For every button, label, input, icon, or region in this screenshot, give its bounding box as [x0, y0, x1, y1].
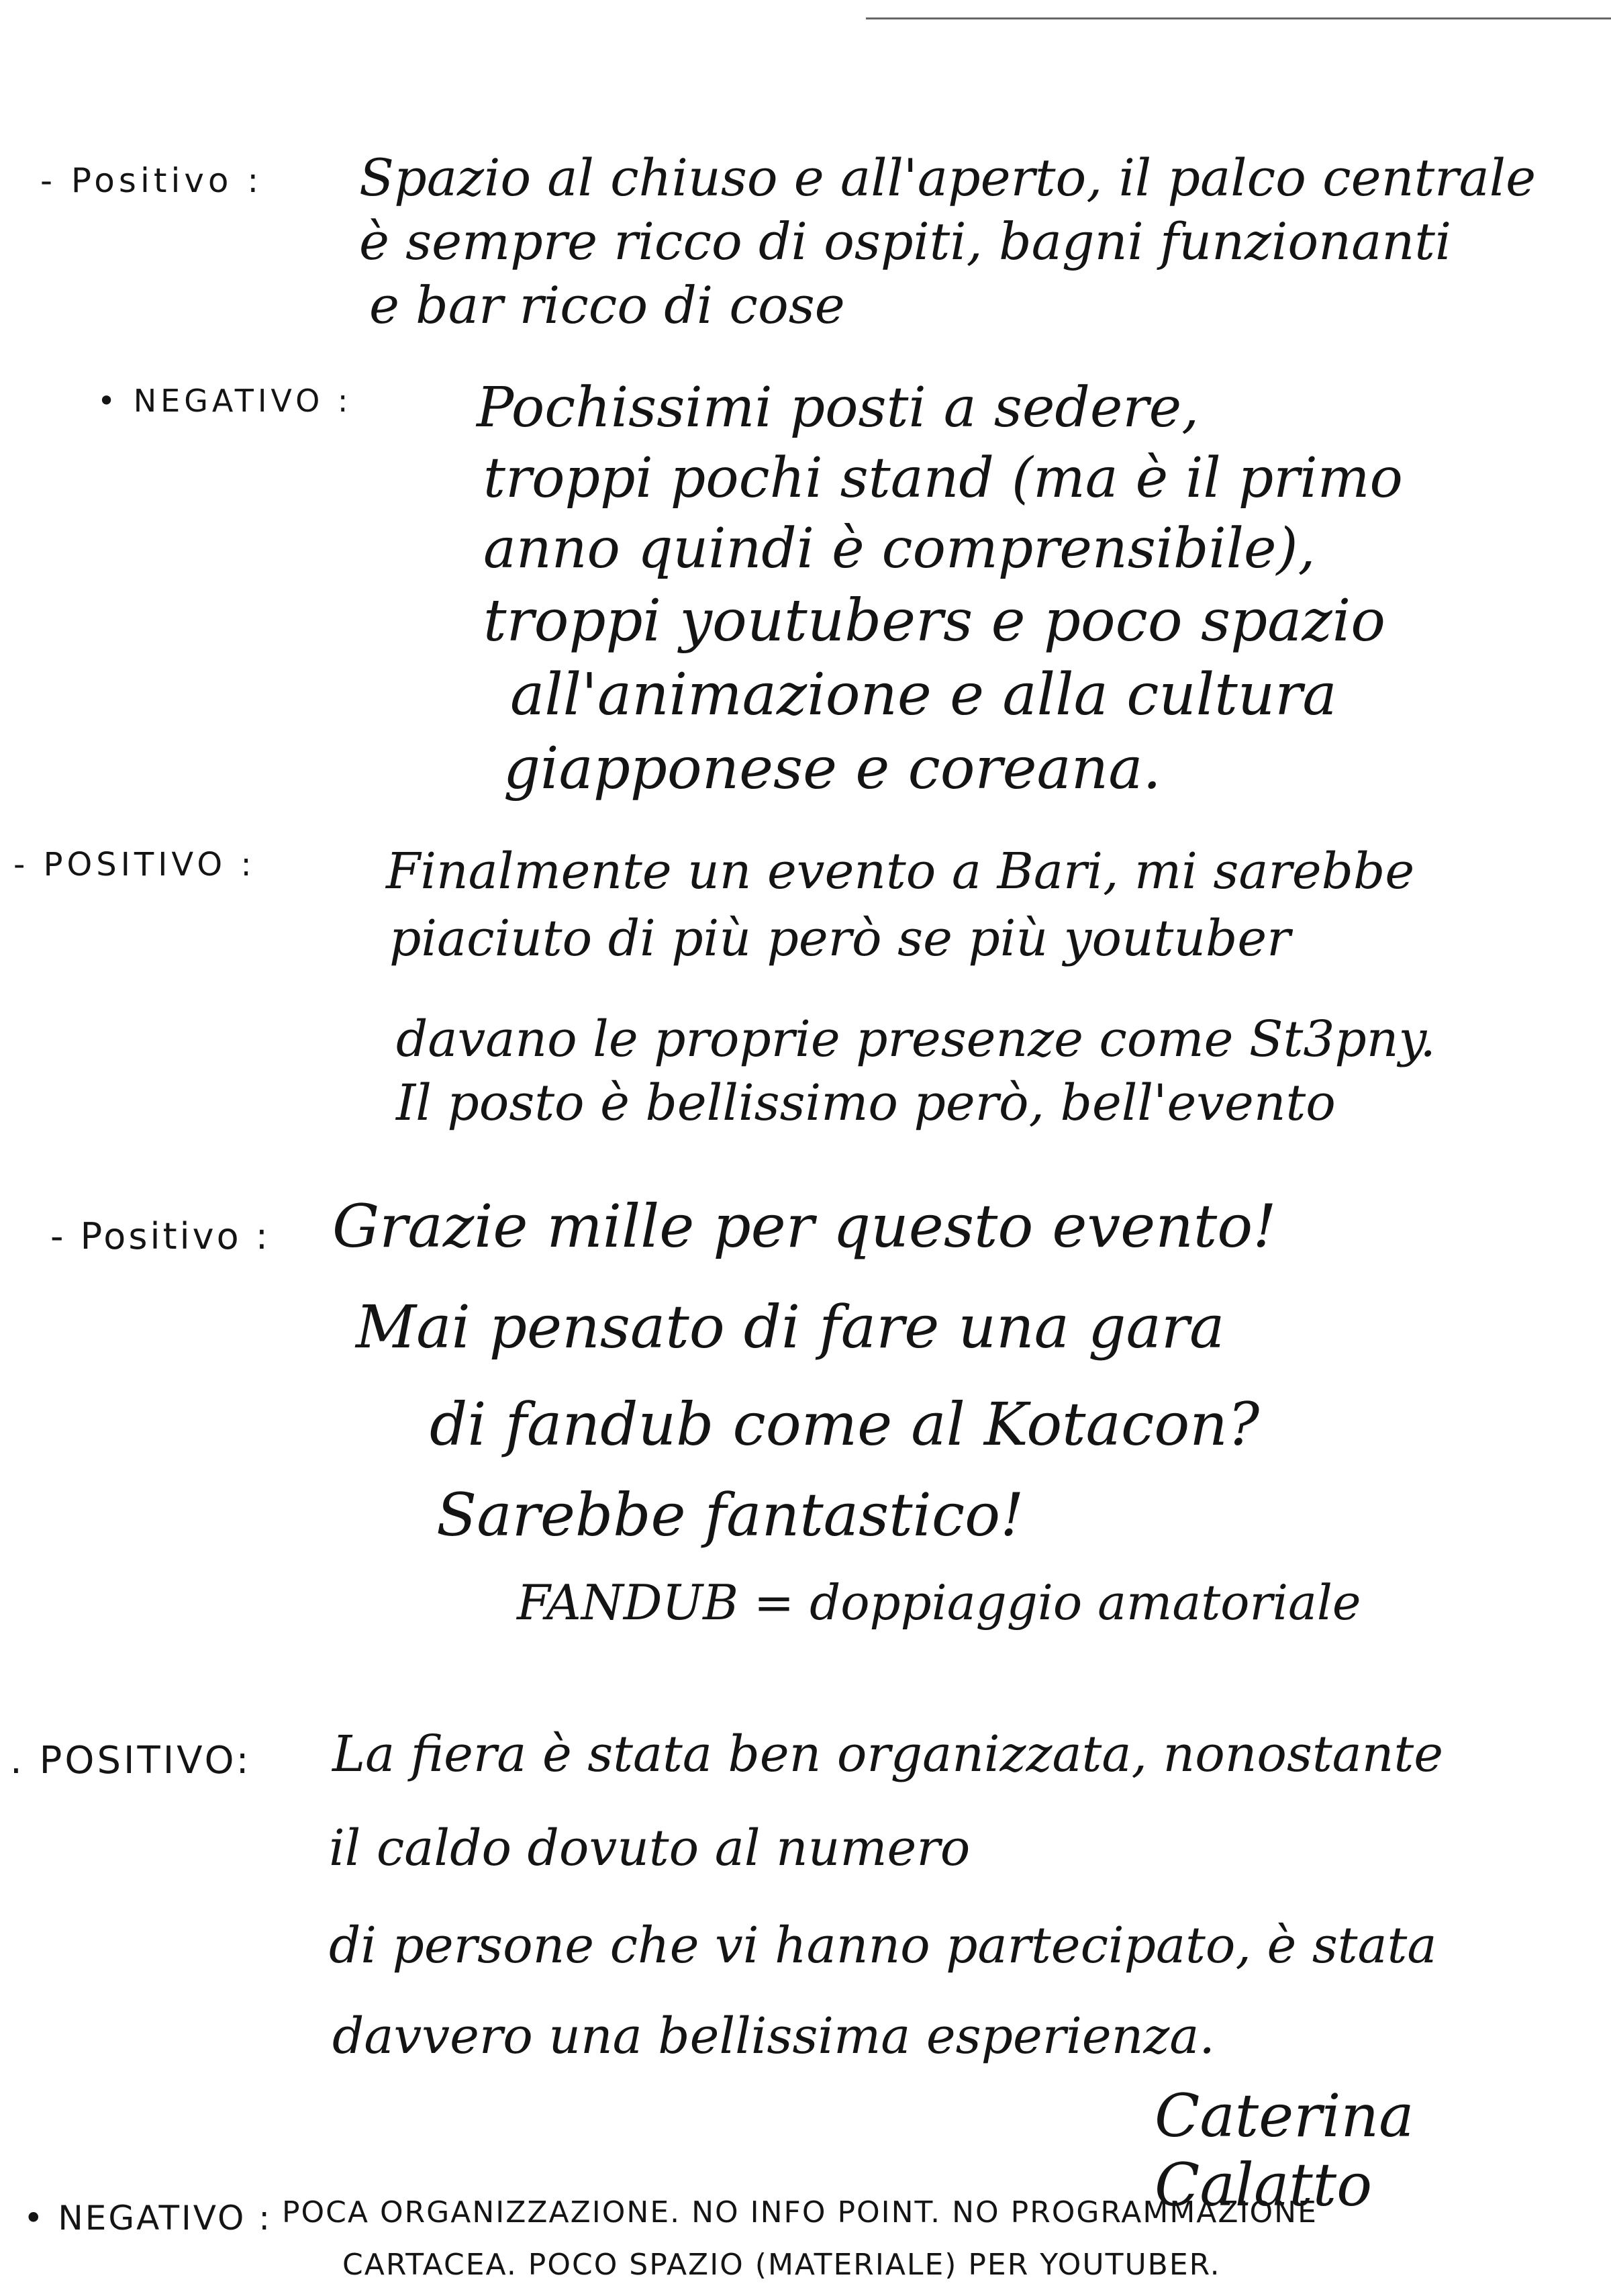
- entry-5-label: . POSITIVO:: [10, 1739, 252, 1782]
- entry-4-line-2: Mai pensato di fare una gara: [356, 1292, 1225, 1361]
- entry-5-line-3: di persone che vi hanno partecipato, è stata: [329, 1917, 1437, 1974]
- entry-3-label: - POSITIVO :: [13, 846, 256, 883]
- entry-5-line-4: davvero una bellissima esperienza.: [332, 2007, 1215, 2065]
- entry-2-label: • NEGATIVO :: [97, 383, 352, 419]
- entry-2-line-1: Pochissimi posti a sedere,: [477, 376, 1200, 440]
- entry-2-line-2: troppi pochi stand (ma è il primo: [483, 446, 1403, 510]
- entry-4-line-3: di fandub come al Kotacon?: [430, 1390, 1260, 1459]
- entry-3-line-4: Il posto è bellissimo però, bell'evento: [396, 1074, 1336, 1132]
- entry-1-line-3: e bar ricco di cose: [369, 275, 845, 335]
- top-rule-line: [866, 17, 1611, 19]
- entry-3-line-2: piaciuto di più però se più youtuber: [389, 910, 1291, 967]
- entry-3-line-3: davano le proprie presenze come St3pny.: [396, 1010, 1436, 1068]
- entry-1-label: - Positivo :: [40, 161, 263, 200]
- entry-4-label: - Positivo :: [50, 1215, 271, 1257]
- entry-6-label: • NEGATIVO :: [23, 2199, 273, 2238]
- entry-2-line-5: all'animazione e alla cultura: [510, 661, 1337, 728]
- entry-2-line-6: giapponese e coreana.: [503, 735, 1161, 802]
- signature: Caterina Calatto: [1155, 2081, 1414, 2219]
- entry-3-line-1: Finalmente un evento a Bari, mi sarebbe: [386, 843, 1415, 900]
- entry-2-line-4: troppi youtubers e poco spazio: [483, 587, 1386, 655]
- entry-1-line-1: Spazio al chiuso e all'aperto, il palco centrale: [359, 148, 1536, 207]
- entry-4-line-1: Grazie mille per questo evento!: [332, 1192, 1277, 1261]
- entry-6-line-1: POCA ORGANIZZAZIONE. NO INFO POINT. NO PROGRAMMAZIONE: [282, 2195, 1318, 2230]
- entry-1-line-2: è sempre ricco di ospiti, bagni funzionanti: [359, 211, 1452, 271]
- entry-5-line-2: il caldo dovuto al numero: [329, 1819, 971, 1877]
- entry-5-line-1: La fiera è stata ben organizzata, nonostante: [332, 1725, 1443, 1783]
- entry-4-line-4: Sarebbe fantastico!: [436, 1480, 1024, 1549]
- entry-2-line-3: anno quindi è comprensibile),: [483, 517, 1316, 581]
- entry-6-line-2: CARTACEA. POCO SPAZIO (MATERIALE) PER YOUTUBER.: [342, 2248, 1221, 2282]
- entry-4-line-5: FANDUB = doppiaggio amatoriale: [517, 1574, 1361, 1631]
